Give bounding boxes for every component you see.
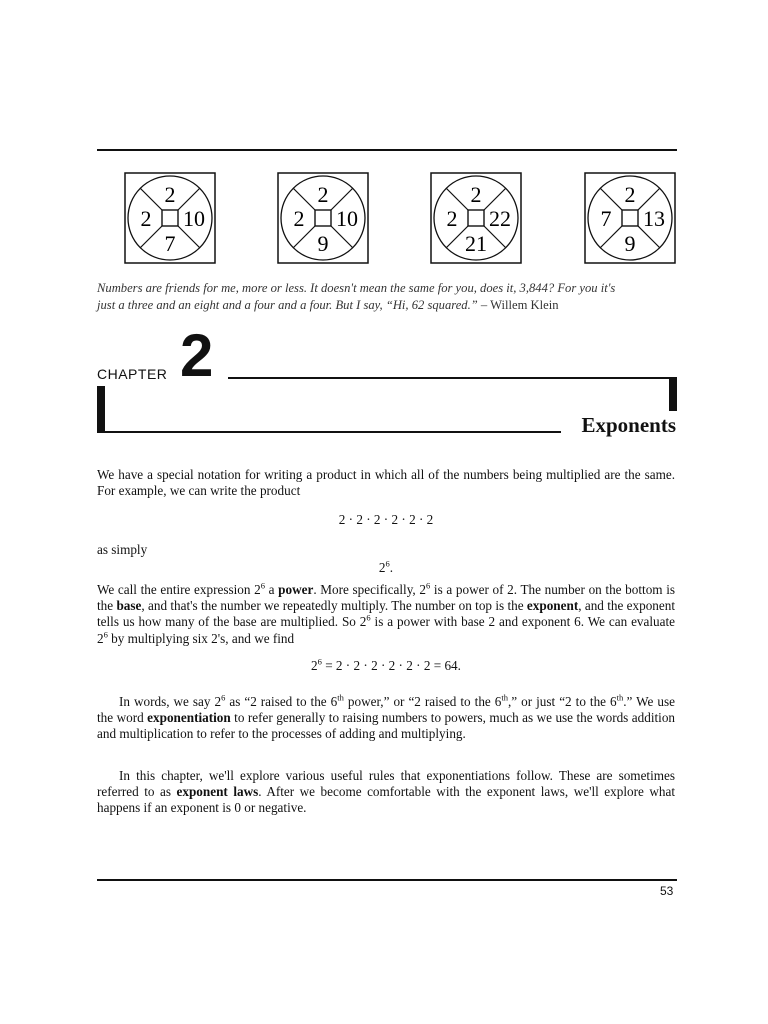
product-display: 2 · 2 · 2 · 2 · 2 · 2 bbox=[338, 512, 434, 527]
paragraph-definition: We call the entire expression $2^6$ a power. More specifically, $2^6$ is a power of 2. The number on the bottom is the base, and that's the number we repeatedly multiply. The number on top is the exponent, and the exponent tells us how many of the base are multiplied. So $2^6$ is a power with base 2 and exponent 6. We can evaluate $2^6$ by multiplying six 2's, and we find bbox=[97, 580, 676, 646]
puzzle-bottom: 9 bbox=[624, 231, 636, 256]
top-rule bbox=[97, 149, 677, 151]
chapter-bottom-rule bbox=[97, 431, 561, 433]
quote-line-1: Numbers are friends for me, more or less. It doesn't mean the same for you, does it, 3,844? For you it's bbox=[97, 281, 616, 295]
puzzle-box bbox=[584, 172, 676, 264]
epigraph-quote bbox=[97, 280, 679, 314]
chapter-top-rule bbox=[228, 377, 677, 379]
puzzle-box bbox=[277, 172, 369, 264]
puzzle-left: 2 bbox=[446, 206, 458, 231]
puzzle-top: 2 bbox=[164, 182, 176, 207]
paragraph-intro bbox=[97, 467, 675, 499]
term-exponent: exponent bbox=[526, 598, 579, 614]
chapter-number: 2 bbox=[180, 322, 214, 389]
quote-line-2: just a three and an eight and a four and a four. But I say, “Hi, 62 squared.” bbox=[97, 298, 478, 312]
puzzle-top: 2 bbox=[624, 182, 636, 207]
term-base: base bbox=[116, 598, 142, 614]
page-number: 53 bbox=[660, 884, 674, 898]
term-exponentiation: exponentiation bbox=[147, 710, 231, 726]
chapter-title: Exponents bbox=[581, 413, 676, 437]
term-power: power bbox=[278, 582, 314, 597]
puzzle-bottom: 21 bbox=[465, 231, 487, 256]
footer-rule bbox=[97, 879, 677, 881]
paragraph-chapter-overview: In this chapter, we'll explore various useful rules that exponentiations follow. These are sometimes referred to as exponent laws. After we become comfortable with the exponent laws, we'll explore what happens if an exponent is 0 or negative. bbox=[97, 768, 676, 816]
power-display bbox=[97, 560, 675, 576]
as-simply-text: as simply bbox=[97, 542, 148, 557]
equation-display: $2^6 = 2 \cdot 2 \cdot 2 \cdot 2 \cdot 2 \cdot 2 = 64$. bbox=[311, 656, 461, 673]
term-exponent-laws: exponent laws bbox=[176, 784, 259, 800]
power-exponent: 6 bbox=[385, 558, 390, 569]
puzzle-left: 2 bbox=[293, 206, 305, 231]
puzzle-bottom: 9 bbox=[317, 231, 329, 256]
paragraph-text: We have a special notation for writing a product in which all of the numbers being multiplied are the same. For example, we can write the product bbox=[97, 467, 675, 499]
puzzle-box bbox=[124, 172, 216, 264]
paragraph-words: In words, we say $2^6$ as “2 raised to the 6th power,” or “2 raised to the 6th,” or just “2 to the 6th.” We use the word exponentiation to refer generally to raising numbers to powers, much as we use the words addition and multiplication to refer to the processes of adding and multiplying. bbox=[97, 692, 676, 742]
puzzle-right: 22 bbox=[489, 206, 511, 231]
power-period: . bbox=[389, 560, 394, 575]
puzzle-right: 13 bbox=[643, 206, 665, 231]
puzzle-top: 2 bbox=[470, 182, 482, 207]
puzzle-bottom: 7 bbox=[164, 231, 176, 256]
chapter-right-bar bbox=[669, 378, 677, 411]
power-base: 2 bbox=[378, 560, 386, 575]
puzzle-box bbox=[430, 172, 522, 264]
puzzle-left: 2 bbox=[140, 206, 152, 231]
puzzle-right: 10 bbox=[336, 206, 358, 231]
puzzle-top: 2 bbox=[317, 182, 329, 207]
quote-attribution: – Willem Klein bbox=[480, 298, 559, 312]
chapter-label: CHAPTER bbox=[97, 366, 168, 382]
puzzle-right: 10 bbox=[183, 206, 205, 231]
chapter-left-bar bbox=[97, 386, 105, 433]
puzzle-left: 7 bbox=[600, 206, 612, 231]
